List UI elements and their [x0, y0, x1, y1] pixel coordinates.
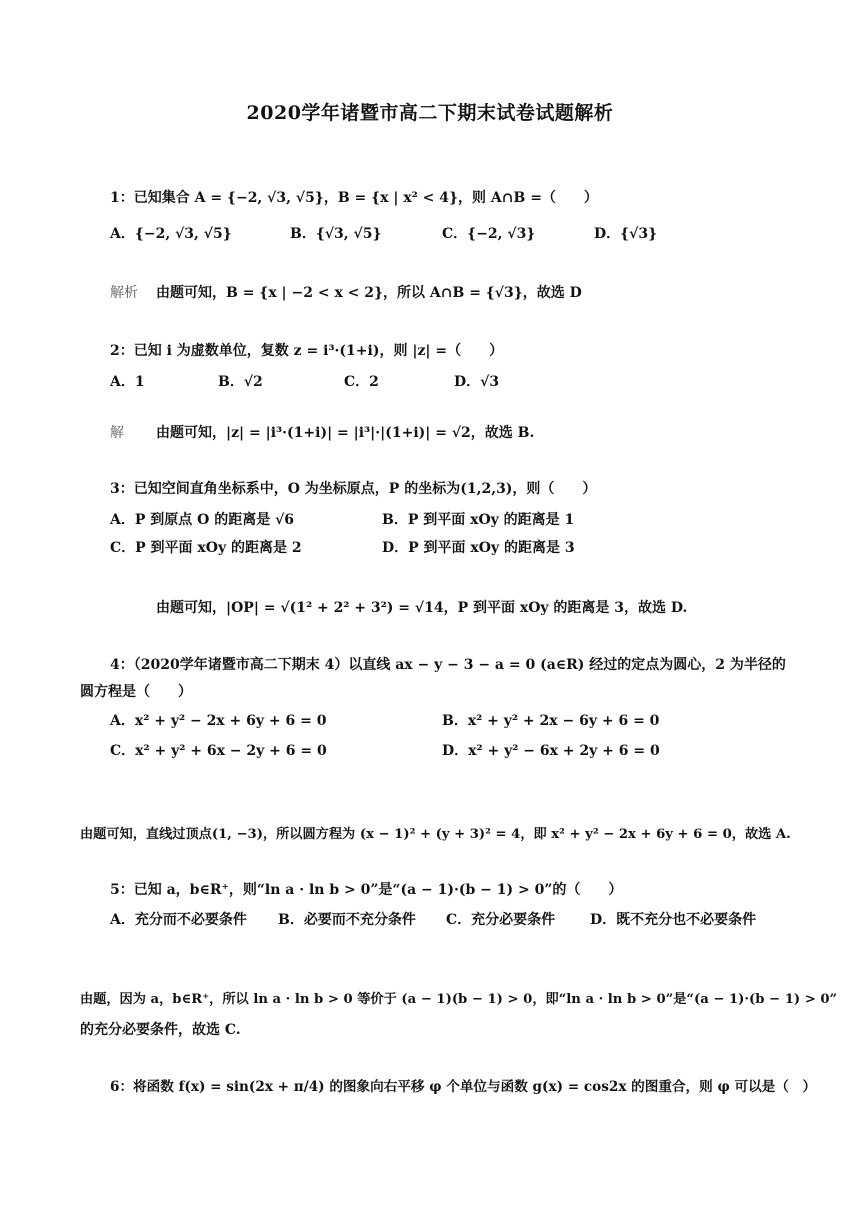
q2-solution: 由题可知，|z| = |i³·(1+i)| = |i³|·|(1+i)| = √2，故选 B. [156, 425, 535, 441]
q4-stem-line2: 圆方程是（ ） [80, 684, 192, 700]
q2-option-c: C．2 [344, 374, 379, 390]
q6-stem: 6：将函数 f(x) = sin(2x + π/4) 的图象向右平移 φ 个单位与函数 g(x) = cos2x 的图重合，则 φ 可以是（ ） [110, 1079, 817, 1095]
q1-option-a: A．{−2, √3, √5} [110, 226, 232, 242]
q5-option-b: B．必要而不充分条件 [278, 912, 416, 928]
q5-solution-line1: 由题，因为 a，b∈R⁺，所以 ln a · ln b > 0 等价于 (a − 1)(b − 1) > 0，即“ln a · ln b > 0”是“(a − 1)·(b − 1) > 0” [80, 992, 838, 1007]
q5-option-a: A．充分而不必要条件 [110, 912, 247, 928]
q1-option-d: D．{√3} [594, 226, 658, 242]
q4-option-c: C．x² + y² + 6x − 2y + 6 = 0 [110, 743, 327, 759]
q4-solution: 由题可知，直线过顶点(1, −3)，所以圆方程为 (x − 1)² + (y + 3)² = 4，即 x² + y² − 2x + 6y + 6 = 0，故选 A. [80, 827, 791, 842]
q3-solution: 由题可知，|OP| = √(1² + 2² + 3²) = √14，P 到平面 xOy 的距离是 3，故选 D. [156, 600, 688, 616]
q1-solution: 由题可知，B = {x | −2 < x < 2}，所以 A∩B = {√3}，故选 D [156, 285, 582, 301]
q3-option-c: C．P 到平面 xOy 的距离是 2 [110, 540, 302, 556]
q1-solution-label: 解析 [110, 285, 138, 301]
q2-option-d: D．√3 [454, 374, 500, 390]
q2-option-a: A．1 [110, 374, 145, 390]
q5-stem: 5：已知 a，b∈R⁺，则“ln a · ln b > 0”是“(a − 1)·(b − 1) > 0”的（ ） [110, 882, 623, 898]
q5-solution-line2: 的充分必要条件，故选 C. [80, 1022, 241, 1038]
page-title: 2020学年诸暨市高二下期末试卷试题解析 [246, 102, 614, 124]
q4-stem-line1: 4：（2020学年诸暨市高二下期末 4）以直线 ax − y − 3 − a = 0 (a∈R) 经过的定点为圆心，2 为半径的 [110, 657, 786, 673]
q1-option-b: B．{√3, √5} [290, 226, 382, 242]
q5-option-d: D．既不充分也不必要条件 [590, 912, 757, 928]
q1-stem: 1：已知集合 A = {−2, √3, √5}，B = {x | x² < 4}，则 A∩B =（ ） [110, 190, 598, 206]
q4-option-d: D．x² + y² − 6x + 2y + 6 = 0 [442, 743, 660, 759]
q3-option-d: D．P 到平面 xOy 的距离是 3 [382, 540, 575, 556]
q1-option-c: C．{−2, √3} [442, 226, 536, 242]
q2-stem: 2：已知 i 为虚数单位，复数 z = i³·(1+i)，则 |z| =（ ） [110, 343, 504, 359]
q5-option-c: C．充分必要条件 [446, 912, 556, 928]
q2-solution-label: 解 [110, 425, 124, 441]
q3-option-a: A．P 到原点 O 的距离是 √6 [110, 512, 295, 528]
q3-stem: 3：已知空间直角坐标系中，O 为坐标原点，P 的坐标为(1,2,3)，则（ ） [110, 481, 597, 497]
q3-option-b: B．P 到平面 xOy 的距离是 1 [382, 512, 575, 528]
q4-option-b: B．x² + y² + 2x − 6y + 6 = 0 [442, 713, 660, 729]
q2-option-b: B．√2 [218, 374, 263, 390]
q4-option-a: A．x² + y² − 2x + 6y + 6 = 0 [110, 713, 327, 729]
